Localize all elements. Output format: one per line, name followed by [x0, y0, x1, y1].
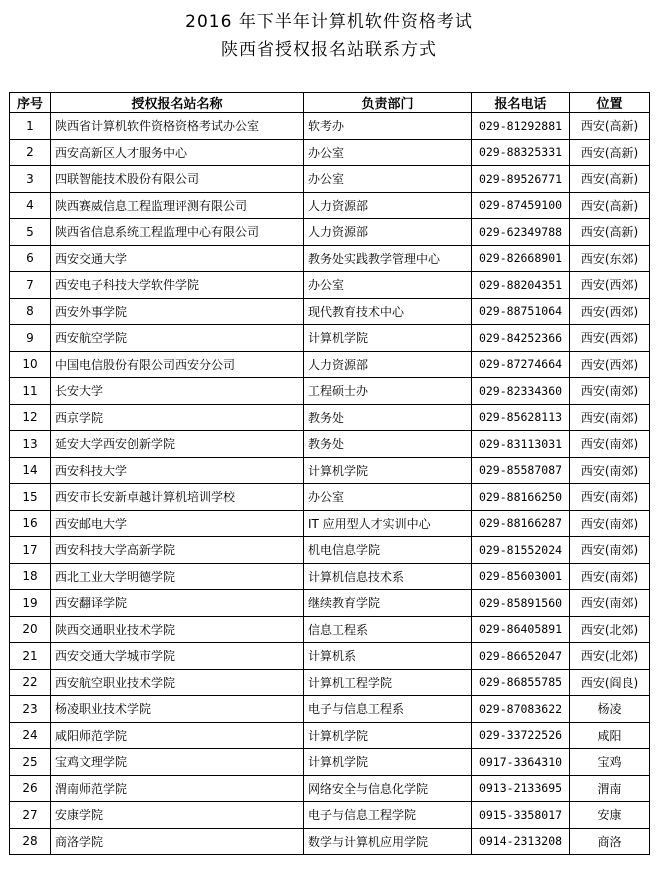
location: 西安(南郊) [570, 590, 650, 617]
table-row [10, 113, 650, 140]
table-row [10, 590, 650, 617]
row-number: 4 [10, 192, 51, 219]
row-number: 8 [10, 298, 51, 325]
row-number: 9 [10, 325, 51, 352]
department: 办公室 [304, 166, 472, 193]
department: 计算机学院 [304, 722, 472, 749]
site-name: 西安航空学院 [51, 325, 304, 352]
site-name: 杨凌职业技术学院 [51, 696, 304, 723]
department: 电子与信息工程系 [304, 696, 472, 723]
table-row [10, 298, 650, 325]
phone: 029-88751064 [472, 298, 570, 325]
department: 人力资源部 [304, 219, 472, 246]
table-row [10, 537, 650, 564]
site-name: 陕西赛威信息工程监理评测有限公司 [51, 192, 304, 219]
location: 西安(南郊) [570, 484, 650, 511]
table-row [10, 166, 650, 193]
row-number: 6 [10, 245, 51, 272]
row-number: 20 [10, 616, 51, 643]
row-number: 23 [10, 696, 51, 723]
phone: 0914-2313208 [472, 828, 570, 855]
phone: 029-85603001 [472, 563, 570, 590]
location: 西安(西郊) [570, 272, 650, 299]
site-name: 渭南师范学院 [51, 775, 304, 802]
department: 办公室 [304, 272, 472, 299]
phone: 029-89526771 [472, 166, 570, 193]
row-number: 12 [10, 404, 51, 431]
table-row [10, 139, 650, 166]
phone: 029-83113031 [472, 431, 570, 458]
department: 数学与计算机应用学院 [304, 828, 472, 855]
site-name: 宝鸡文理学院 [51, 749, 304, 776]
title-line-1: 2016 年下半年计算机软件资格考试 [185, 12, 473, 32]
location: 西安(南郊) [570, 537, 650, 564]
phone: 029-82334360 [472, 378, 570, 405]
department: 人力资源部 [304, 192, 472, 219]
department: 计算机学院 [304, 749, 472, 776]
row-number: 26 [10, 775, 51, 802]
site-name: 西安航空职业技术学院 [51, 669, 304, 696]
site-name: 西京学院 [51, 404, 304, 431]
header-site-name: 授权报名站名称 [51, 93, 304, 113]
table-header-row [10, 93, 650, 113]
table-row [10, 325, 650, 352]
row-number: 22 [10, 669, 51, 696]
phone: 0917-3364310 [472, 749, 570, 776]
location: 西安(南郊) [570, 510, 650, 537]
location: 商洛 [570, 828, 650, 855]
department: 办公室 [304, 484, 472, 511]
location: 西安(北郊) [570, 616, 650, 643]
location: 西安(高新) [570, 219, 650, 246]
row-number: 13 [10, 431, 51, 458]
table-row [10, 219, 650, 246]
table-row [10, 192, 650, 219]
phone: 029-86652047 [472, 643, 570, 670]
row-number: 25 [10, 749, 51, 776]
site-name: 西安科技大学 [51, 457, 304, 484]
row-number: 18 [10, 563, 51, 590]
row-number: 16 [10, 510, 51, 537]
department: 计算机工程学院 [304, 669, 472, 696]
site-name: 咸阳师范学院 [51, 722, 304, 749]
row-number: 19 [10, 590, 51, 617]
department: 教务处 [304, 431, 472, 458]
phone: 029-85891560 [472, 590, 570, 617]
row-number: 5 [10, 219, 51, 246]
row-number: 14 [10, 457, 51, 484]
department: 办公室 [304, 139, 472, 166]
department: 机电信息学院 [304, 537, 472, 564]
location: 西安(高新) [570, 192, 650, 219]
location: 西安(南郊) [570, 404, 650, 431]
department: 电子与信息工程学院 [304, 802, 472, 829]
department: 继续教育学院 [304, 590, 472, 617]
site-name: 陕西交通职业技术学院 [51, 616, 304, 643]
row-number: 24 [10, 722, 51, 749]
document-title [0, 0, 658, 92]
row-number: 27 [10, 802, 51, 829]
table-row [10, 484, 650, 511]
location: 西安(东郊) [570, 245, 650, 272]
table-row [10, 457, 650, 484]
site-name: 陕西省计算机软件资格资格考试办公室 [51, 113, 304, 140]
site-name: 中国电信股份有限公司西安分公司 [51, 351, 304, 378]
table-row [10, 272, 650, 299]
site-name: 陕西省信息系统工程监理中心有限公司 [51, 219, 304, 246]
location: 西安(南郊) [570, 457, 650, 484]
phone: 029-84252366 [472, 325, 570, 352]
phone: 029-81292881 [472, 113, 570, 140]
table-row [10, 696, 650, 723]
row-number: 17 [10, 537, 51, 564]
site-name: 四联智能技术股份有限公司 [51, 166, 304, 193]
table-row [10, 643, 650, 670]
location: 宝鸡 [570, 749, 650, 776]
site-name: 商洛学院 [51, 828, 304, 855]
phone: 029-86405891 [472, 616, 570, 643]
phone: 029-85587087 [472, 457, 570, 484]
department: IT 应用型人才实训中心 [304, 510, 472, 537]
site-name: 安康学院 [51, 802, 304, 829]
department: 教务处 [304, 404, 472, 431]
phone: 0915-3358017 [472, 802, 570, 829]
phone: 029-88166287 [472, 510, 570, 537]
department: 计算机信息技术系 [304, 563, 472, 590]
department: 计算机学院 [304, 457, 472, 484]
table-row [10, 749, 650, 776]
table-row [10, 245, 650, 272]
row-number: 7 [10, 272, 51, 299]
table-row [10, 510, 650, 537]
site-name: 西安交通大学 [51, 245, 304, 272]
header-location: 位置 [570, 93, 650, 113]
table-row [10, 722, 650, 749]
phone: 029-88325331 [472, 139, 570, 166]
department: 信息工程系 [304, 616, 472, 643]
location: 西安(阎良) [570, 669, 650, 696]
header-phone: 报名电话 [472, 93, 570, 113]
table-row [10, 828, 650, 855]
site-name: 西安翻译学院 [51, 590, 304, 617]
row-number: 11 [10, 378, 51, 405]
location: 西安(西郊) [570, 351, 650, 378]
row-number: 28 [10, 828, 51, 855]
department: 现代教育技术中心 [304, 298, 472, 325]
location: 咸阳 [570, 722, 650, 749]
phone: 029-82668901 [472, 245, 570, 272]
title-line-2: 陕西省授权报名站联系方式 [221, 40, 437, 60]
table-row [10, 431, 650, 458]
phone: 029-86855785 [472, 669, 570, 696]
site-name: 西安市长安新卓越计算机培训学校 [51, 484, 304, 511]
site-name: 西安外事学院 [51, 298, 304, 325]
department: 网络安全与信息化学院 [304, 775, 472, 802]
table-row [10, 669, 650, 696]
department: 计算机学院 [304, 325, 472, 352]
phone: 029-87083622 [472, 696, 570, 723]
department: 人力资源部 [304, 351, 472, 378]
location: 渭南 [570, 775, 650, 802]
site-name: 西安电子科技大学软件学院 [51, 272, 304, 299]
phone: 029-87459100 [472, 192, 570, 219]
table-row [10, 404, 650, 431]
table-row [10, 616, 650, 643]
location: 西安(西郊) [570, 325, 650, 352]
department: 软考办 [304, 113, 472, 140]
row-number: 2 [10, 139, 51, 166]
location: 西安(高新) [570, 113, 650, 140]
phone: 0913-2133695 [472, 775, 570, 802]
row-number: 3 [10, 166, 51, 193]
location: 西安(北郊) [570, 643, 650, 670]
phone: 029-87274664 [472, 351, 570, 378]
row-number: 15 [10, 484, 51, 511]
header-department: 负责部门 [304, 93, 472, 113]
table-row [10, 775, 650, 802]
site-name: 长安大学 [51, 378, 304, 405]
phone: 029-81552024 [472, 537, 570, 564]
department: 工程硕士办 [304, 378, 472, 405]
row-number: 10 [10, 351, 51, 378]
table-row [10, 378, 650, 405]
phone: 029-62349788 [472, 219, 570, 246]
location: 西安(南郊) [570, 378, 650, 405]
table-row [10, 802, 650, 829]
header-no: 序号 [10, 93, 51, 113]
location: 西安(高新) [570, 139, 650, 166]
location: 西安(南郊) [570, 431, 650, 458]
table-body [10, 113, 650, 855]
site-name: 西安邮电大学 [51, 510, 304, 537]
site-name: 西安交通大学城市学院 [51, 643, 304, 670]
phone: 029-33722526 [472, 722, 570, 749]
table-row [10, 563, 650, 590]
location: 安康 [570, 802, 650, 829]
department: 教务处实践教学管理中心 [304, 245, 472, 272]
phone: 029-85628113 [472, 404, 570, 431]
phone: 029-88166250 [472, 484, 570, 511]
site-name: 西安科技大学高新学院 [51, 537, 304, 564]
location: 西安(南郊) [570, 563, 650, 590]
site-name: 西安高新区人才服务中心 [51, 139, 304, 166]
site-name: 延安大学西安创新学院 [51, 431, 304, 458]
department: 计算机系 [304, 643, 472, 670]
row-number: 21 [10, 643, 51, 670]
location: 西安(高新) [570, 166, 650, 193]
site-name: 西北工业大学明德学院 [51, 563, 304, 590]
location: 西安(西郊) [570, 298, 650, 325]
row-number: 1 [10, 113, 51, 140]
phone: 029-88204351 [472, 272, 570, 299]
table-row [10, 351, 650, 378]
location: 杨凌 [570, 696, 650, 723]
registration-sites-table [9, 92, 650, 855]
